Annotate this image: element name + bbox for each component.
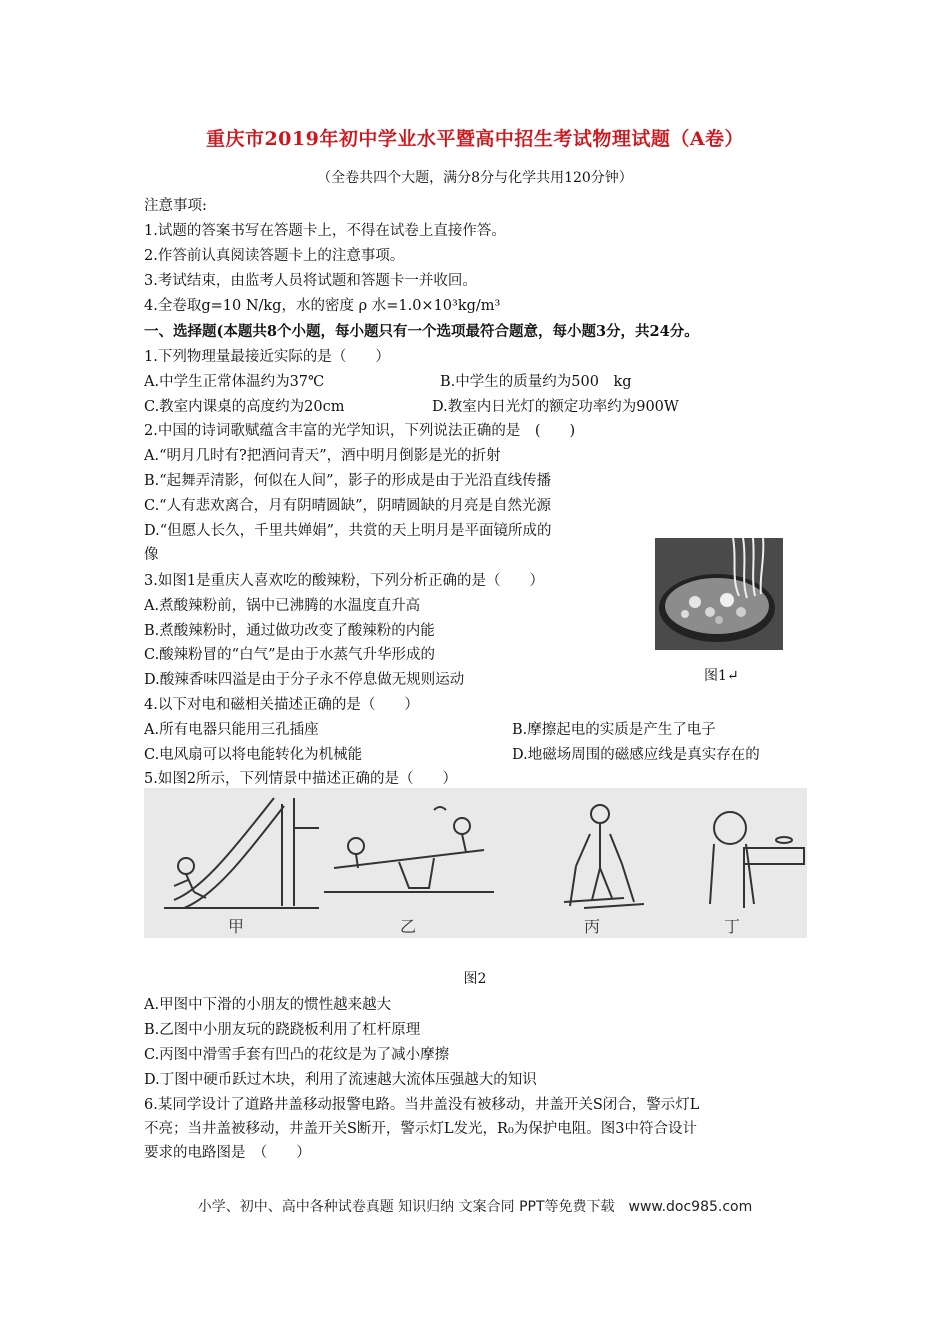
question-3-option-d: D.酸辣香味四溢是由于分子永不停息做无规则运动: [144, 672, 465, 688]
page-footer: 小学、初中、高中各种试卷真题 知识归纳 文案合同 PPT等免费下载 www.doc985.com: [197, 1199, 753, 1215]
notice-item: 3.考试结束，由监考人员将试题和答题卡一并收回。: [144, 273, 477, 289]
question-1-option-b: B.中学生的质量约为500 kg: [440, 374, 632, 390]
figure-2-panel-label: 乙: [400, 917, 417, 936]
notice-item: 1.试题的答案书写在答题卡上，不得在试卷上直接作答。: [144, 223, 506, 239]
figure-2-panel-label: 丁: [724, 917, 741, 936]
question-2-option-d: D.“但愿人长久，千里共婵娟”，共赏的天上明月是平面镜所成的: [144, 523, 552, 539]
figure-2-panel-label: 甲: [228, 917, 245, 936]
question-1-option-a: A.中学生正常体温约为37℃: [144, 374, 325, 390]
page-subtitle: （全卷共四个大题，满分8分与化学共用120分钟）: [317, 170, 633, 186]
question-4-option-d: D.地磁场周围的磁感应线是真实存在的: [512, 747, 760, 763]
figure-2-image: [144, 788, 807, 938]
question-2-option-c: C.“人有悲欢离合，月有阴晴圆缺”，阴晴圆缺的月亮是自然光源: [144, 498, 552, 514]
question-1-option-d: D.教室内日光灯的额定功率约为900W: [432, 399, 679, 415]
question-3-option-c: C.酸辣粉冒的“白气”是由于水蒸气升华形成的: [144, 647, 436, 663]
question-3-option-a: A.煮酸辣粉前，锅中已沸腾的水温度直升高: [144, 598, 421, 614]
question-1-stem: 1.下列物理量最接近实际的是（ ）: [144, 349, 390, 365]
section-heading: 一、选择题(本题共8个小题，每小题只有一个选项最符合题意，每小题3分，共24分。: [144, 323, 699, 340]
question-2-stem: 2.中国的诗词歌赋蕴含丰富的光学知识，下列说法正确的是 ( ): [144, 423, 576, 439]
question-2-option-d-cont: 像: [144, 547, 159, 563]
question-5-option-a: A.甲图中下滑的小朋友的惯性越来越大: [144, 997, 392, 1013]
question-4-option-b: B.摩擦起电的实质是产生了电子: [512, 722, 716, 738]
question-6-line: 要求的电路图是 （ ）: [144, 1145, 311, 1161]
figure-1-image: [655, 538, 783, 650]
question-4-option-a: A.所有电器只能用三孔插座: [144, 722, 319, 738]
question-1-option-c: C.教室内课桌的高度约为20cm: [144, 399, 345, 415]
question-2-option-b: B.“起舞弄清影，何似在人间”，影子的形成是由于光沿直线传播: [144, 473, 552, 489]
figure-2-caption: 图2: [463, 971, 487, 987]
question-5-stem: 5.如图2所示，下列情景中描述正确的是（ ）: [144, 771, 458, 787]
question-4-stem: 4.以下对电和磁相关描述正确的是（ ）: [144, 697, 419, 713]
question-3-stem: 3.如图1是重庆人喜欢吃的酸辣粉，下列分析正确的是（ ）: [144, 573, 545, 589]
figure-2-panel-label: 丙: [584, 917, 601, 936]
question-5-option-d: D.丁图中硬币跃过木块，利用了流速越大流体压强越大的知识: [144, 1072, 537, 1088]
question-5-option-b: B.乙图中小朋友玩的跷跷板利用了杠杆原理: [144, 1022, 421, 1038]
question-6-line: 不亮；当井盖被移动，井盖开关S断开，警示灯L发光，R₀为保护电阻。图3中符合设计: [144, 1121, 698, 1137]
notice-heading: 注意事项:: [144, 198, 207, 214]
page-title: 重庆市2019年初中学业水平暨高中招生考试物理试题（A卷）: [205, 128, 745, 150]
question-4-option-c: C.电风扇可以将电能转化为机械能: [144, 747, 363, 763]
question-3-option-b: B.煮酸辣粉时，通过做功改变了酸辣粉的内能: [144, 623, 435, 639]
question-6-line: 6.某同学设计了道路井盖移动报警电路。当井盖没有被移动，井盖开关S闭合，警示灯L: [144, 1097, 700, 1113]
notice-item: 4.全卷取g=10 N/kg，水的密度 ρ 水=1.0×10³kg/m³: [144, 298, 501, 314]
question-2-option-a: A.“明月几时有?把酒问青天”，酒中明月倒影是光的折射: [144, 448, 501, 464]
question-5-option-c: C.丙图中滑雪手套有凹凸的花纹是为了减小摩擦: [144, 1047, 450, 1063]
figure-1-caption: 图1↵: [704, 668, 739, 684]
notice-item: 2.作答前认真阅读答题卡上的注意事项。: [144, 248, 405, 264]
